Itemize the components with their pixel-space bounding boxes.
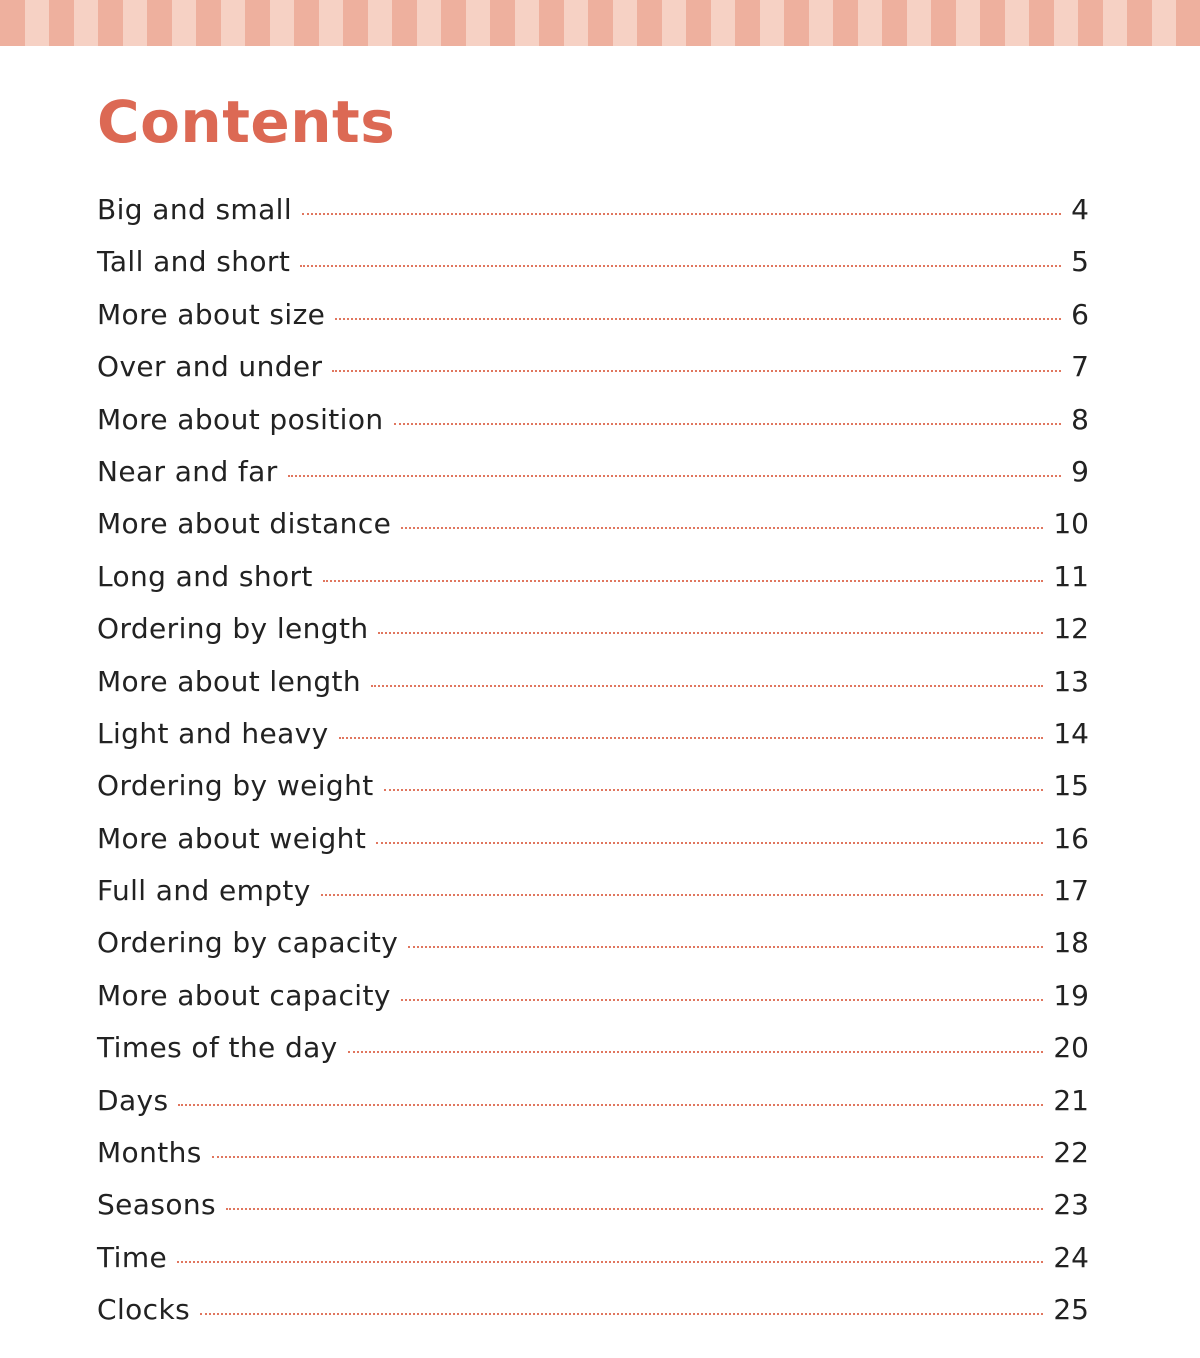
toc-entry-page-number: 21 <box>1053 1083 1089 1117</box>
toc-entry[interactable] <box>97 1179 1089 1231</box>
dotted-leader <box>332 370 1061 372</box>
toc-entry-label: More about size <box>97 297 326 331</box>
toc-entry[interactable] <box>97 551 1089 603</box>
toc-entry[interactable] <box>97 1127 1089 1179</box>
toc-entry-label: More about capacity <box>97 978 391 1012</box>
dotted-leader <box>371 685 1043 687</box>
dotted-leader <box>348 1051 1044 1053</box>
toc-entry[interactable] <box>97 603 1089 655</box>
toc-entry-page-number: 25 <box>1053 1293 1089 1327</box>
toc-entry[interactable] <box>97 394 1089 446</box>
toc-entry-page-number: 22 <box>1053 1136 1089 1170</box>
toc-entry-page-number: 4 <box>1071 193 1089 226</box>
table-of-contents <box>97 184 1089 1337</box>
toc-entry[interactable] <box>97 289 1089 341</box>
dotted-leader <box>321 894 1044 896</box>
toc-entry-page-number: 5 <box>1071 245 1089 279</box>
toc-entry[interactable] <box>97 760 1089 812</box>
toc-entry-label: Ordering by capacity <box>97 926 399 960</box>
toc-entry-label: Long and short <box>97 559 313 593</box>
toc-entry[interactable] <box>97 917 1089 969</box>
toc-entry-label: Tall and short <box>97 245 291 279</box>
toc-entry-page-number: 13 <box>1053 664 1089 698</box>
dotted-leader <box>323 580 1044 582</box>
toc-entry[interactable] <box>97 1284 1089 1336</box>
toc-entry-label: Time <box>97 1240 168 1274</box>
dotted-leader <box>300 265 1061 267</box>
dotted-leader <box>384 789 1044 791</box>
toc-entry[interactable] <box>97 446 1089 498</box>
dotted-leader <box>288 475 1061 477</box>
toc-entry-label: Light and heavy <box>97 716 329 750</box>
toc-entry-page-number: 7 <box>1071 350 1089 384</box>
toc-entry-label: Months <box>97 1136 202 1170</box>
toc-entry-label: Days <box>97 1083 169 1117</box>
toc-entry-page-number: 14 <box>1053 716 1089 750</box>
toc-entry-label: Over and under <box>97 350 323 384</box>
toc-entry[interactable] <box>97 498 1089 550</box>
toc-entry-label: More about distance <box>97 507 392 541</box>
toc-entry[interactable] <box>97 813 1089 865</box>
toc-entry-page-number: 17 <box>1053 874 1089 908</box>
toc-entry-label: Ordering by weight <box>97 769 374 803</box>
toc-entry[interactable] <box>97 341 1089 393</box>
toc-entry[interactable] <box>97 1022 1089 1074</box>
toc-entry-label: More about weight <box>97 821 367 855</box>
toc-entry-label: Full and empty <box>97 874 311 908</box>
dotted-leader <box>376 842 1043 844</box>
dotted-leader <box>408 946 1043 948</box>
toc-entry-page-number: 9 <box>1071 454 1089 488</box>
dotted-leader <box>401 527 1043 529</box>
toc-entry-page-number: 23 <box>1053 1188 1089 1222</box>
toc-entry[interactable] <box>97 1075 1089 1127</box>
toc-entry-page-number: 18 <box>1053 926 1089 960</box>
toc-entry-label: Big and small <box>97 193 293 226</box>
dotted-leader <box>200 1313 1043 1315</box>
toc-entry-label: Clocks <box>97 1293 191 1327</box>
toc-entry-label: More about length <box>97 664 362 698</box>
toc-entry-page-number: 6 <box>1071 297 1089 331</box>
dotted-leader <box>378 632 1043 634</box>
toc-entry[interactable] <box>97 970 1089 1022</box>
toc-entry-label: More about position <box>97 402 384 436</box>
dotted-leader <box>394 423 1061 425</box>
toc-entry[interactable] <box>97 1232 1089 1284</box>
toc-entry-page-number: 24 <box>1053 1240 1089 1274</box>
toc-entry-page-number: 10 <box>1053 507 1089 541</box>
toc-entry-page-number: 15 <box>1053 769 1089 803</box>
dotted-leader <box>212 1156 1044 1158</box>
dotted-leader <box>302 213 1061 215</box>
dotted-leader <box>177 1261 1043 1263</box>
page-title: Contents <box>97 88 396 156</box>
toc-entry[interactable] <box>97 656 1089 708</box>
toc-entry-label: Near and far <box>97 454 278 488</box>
toc-entry[interactable] <box>97 184 1089 236</box>
dotted-leader <box>226 1208 1043 1210</box>
dotted-leader <box>339 737 1044 739</box>
toc-entry-label: Times of the day <box>97 1031 338 1065</box>
toc-entry-page-number: 16 <box>1053 821 1089 855</box>
toc-entry-page-number: 19 <box>1053 978 1089 1012</box>
toc-entry-page-number: 8 <box>1071 402 1089 436</box>
toc-entry-page-number: 20 <box>1053 1031 1089 1065</box>
toc-entry[interactable] <box>97 865 1089 917</box>
toc-entry-page-number: 12 <box>1053 612 1089 646</box>
dotted-leader <box>335 318 1061 320</box>
toc-entry-label: Seasons <box>97 1188 217 1222</box>
dotted-leader <box>178 1104 1043 1106</box>
toc-entry[interactable] <box>97 236 1089 288</box>
toc-entry[interactable] <box>97 708 1089 760</box>
toc-entry-page-number: 11 <box>1053 559 1089 593</box>
dotted-leader <box>401 999 1044 1001</box>
toc-entry-label: Ordering by length <box>97 612 369 646</box>
decorative-top-stripe <box>0 0 1200 46</box>
